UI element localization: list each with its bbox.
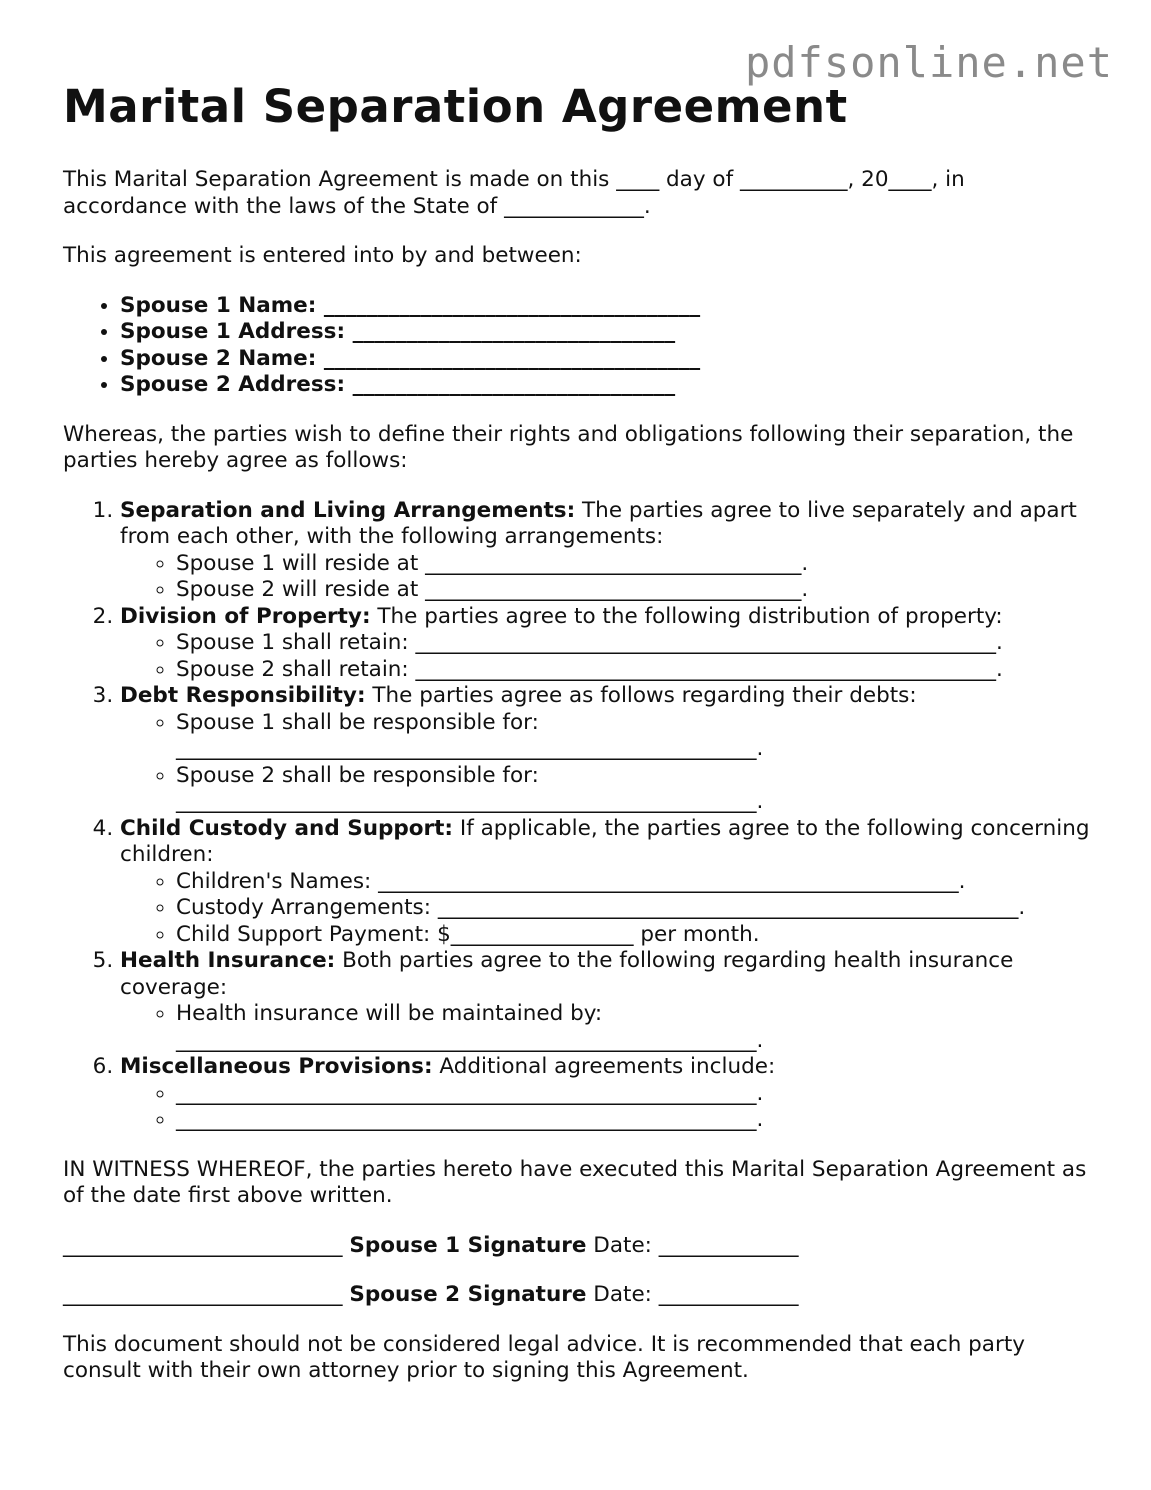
term-sublist (120, 630, 1093, 683)
party-item (120, 346, 1093, 373)
term-text: If applicable, the parties agree to the following concerning children: (120, 815, 1090, 867)
term-text: The parties agree to live separately and apart from each other, with the following arrangements: (120, 497, 1077, 549)
term-subitem[interactable]: ◦ Spouse 1 shall retain: ______________________________________________________. (176, 630, 1093, 657)
party-item (120, 293, 1093, 320)
signature-blank[interactable]: __________________________ (63, 1232, 343, 1258)
document-body (63, 167, 1093, 1385)
term-heading: Division of Property: (120, 603, 371, 629)
term-subitem[interactable]: ◦ Health insurance will be maintained by: ______________________________________________________. (176, 1001, 1093, 1054)
party-item (120, 319, 1093, 346)
party-blank[interactable]: ___________________________________ (323, 292, 701, 318)
term-heading: Child Custody and Support: (120, 815, 454, 841)
term-item (120, 498, 1093, 604)
term-sublist (120, 710, 1093, 816)
term-heading: Debt Responsibility: (120, 683, 366, 708)
term-sublist (120, 551, 1093, 604)
party-blank[interactable]: ______________________________ (352, 372, 676, 397)
term-heading: Miscellaneous Provisions: (120, 1054, 433, 1079)
party-label: Spouse 2 Address: (120, 372, 346, 397)
term-subitem[interactable]: ◦ ______________________________________________________. (176, 1107, 1093, 1134)
party-blank[interactable]: ___________________________________ (323, 345, 701, 371)
term-item (120, 948, 1093, 1054)
signature-label: Spouse 1 Signature (349, 1232, 587, 1258)
witness-paragraph: IN WITNESS WHEREOF, the parties hereto have executed this Marital Separation Agreement as of the date first above written. (63, 1156, 1087, 1208)
term-item (120, 604, 1093, 684)
term-subitem[interactable]: ◦ ______________________________________________________. (176, 1081, 1093, 1108)
term-subitem[interactable]: ◦ Spouse 2 will reside at ___________________________________. (176, 577, 1093, 604)
signature-line-spouse-1 (63, 1233, 1093, 1260)
term-sublist (120, 869, 1093, 949)
signature-line-spouse-2 (63, 1282, 1093, 1309)
term-subitem[interactable]: ◦ Child Support Payment: $_________________ per month. (176, 922, 1093, 949)
term-sublist (120, 1081, 1093, 1134)
between-paragraph: This agreement is entered into by and between: (63, 243, 582, 268)
party-label: Spouse 1 Name: (120, 292, 317, 318)
document-title: Marital Separation Agreement (63, 80, 848, 133)
signature-label: Spouse 2 Signature (349, 1282, 587, 1307)
term-subitem[interactable]: ◦ Custody Arrangements: ______________________________________________________. (176, 895, 1093, 922)
terms-list (63, 498, 1093, 1134)
term-heading: Health Insurance: (120, 948, 336, 973)
term-text: The parties agree to the following distribution of property: (370, 603, 1003, 629)
intro-paragraph: This Marital Separation Agreement is made on this ____ day of __________, 20____, in accordance with the laws of the State of _____________. (63, 167, 965, 219)
term-subitem[interactable]: ◦ Spouse 1 shall be responsible for: ______________________________________________________. (176, 710, 1093, 763)
date-label: Date: (593, 1282, 652, 1307)
term-text: Additional agreements include: (432, 1054, 776, 1079)
party-item (120, 372, 1093, 399)
whereas-paragraph: Whereas, the parties wish to define their rights and obligations following their separation, the parties hereby agree as follows: (63, 421, 1074, 473)
party-label: Spouse 1 Address: (120, 319, 346, 344)
date-blank[interactable]: _____________ (658, 1232, 799, 1258)
term-sublist (120, 1001, 1093, 1054)
term-subitem[interactable]: ◦ Spouse 2 shall be responsible for: ______________________________________________________. (176, 763, 1093, 816)
term-subitem[interactable]: ◦ Spouse 2 shall retain: ______________________________________________________. (176, 657, 1093, 684)
date-label: Date: (593, 1232, 652, 1258)
term-item (120, 816, 1093, 949)
disclaimer-paragraph: This document should not be considered legal advice. It is recommended that each party consult with their own attorney prior to signing this Agreement. (63, 1331, 1025, 1383)
term-text: Both parties agree to the following regarding health insurance coverage: (120, 948, 1014, 1000)
term-subitem[interactable]: ◦ Spouse 1 will reside at ___________________________________. (176, 551, 1093, 578)
term-subitem[interactable]: ◦ Children's Names: ______________________________________________________. (176, 869, 1093, 896)
party-list (63, 293, 1093, 399)
signature-blank[interactable]: __________________________ (63, 1282, 343, 1307)
term-heading: Separation and Living Arrangements: (120, 497, 576, 523)
term-item (120, 683, 1093, 816)
watermark: pdfsonline.net (744, 38, 1113, 87)
term-item (120, 1054, 1093, 1134)
term-text: The parties agree as follows regarding their debts: (365, 683, 917, 708)
date-blank[interactable]: _____________ (658, 1282, 799, 1307)
party-blank[interactable]: ______________________________ (352, 319, 676, 344)
party-label: Spouse 2 Name: (120, 345, 317, 371)
